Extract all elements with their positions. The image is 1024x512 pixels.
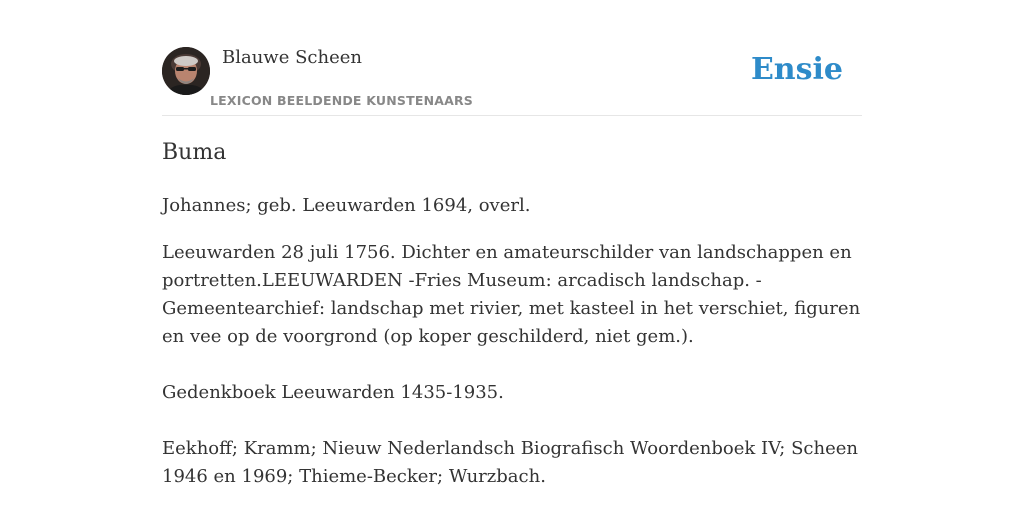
article-paragraph-source: Gedenkboek Leeuwarden 1435-1935.: [162, 382, 504, 403]
author-portrait-icon: [162, 47, 210, 95]
article-body: [162, 192, 867, 491]
ensie-logo[interactable]: Ensie: [750, 52, 843, 87]
author-name[interactable]: Blauwe Scheen: [222, 47, 362, 68]
article-intro: Johannes; geb. Leeuwarden 1694, overl.: [162, 195, 531, 216]
author-avatar[interactable]: [162, 47, 210, 95]
publication-name[interactable]: LEXICON BEELDENDE KUNSTENAARS: [210, 93, 474, 108]
article-paragraph-references: Eekhoff; Kramm; Nieuw Nederlandsch Biografisch Woordenboek IV; Scheen 1946 en 1969; Thieme-Becker; Wurzbach.: [162, 438, 858, 487]
article-paragraph-description: Leeuwarden 28 juli 1756. Dichter en amateurschilder van landschappen en portretten.LEEUWARDEN -Fries Museum: arcadisch landschap. -Gemeentearchief: landschap met rivier, met kasteel in het verschiet, figuren en vee op de voorgrond (op koper geschilderd, niet gem.).: [162, 242, 861, 347]
page-title: Buma: [162, 140, 227, 165]
article-header: [162, 40, 862, 116]
